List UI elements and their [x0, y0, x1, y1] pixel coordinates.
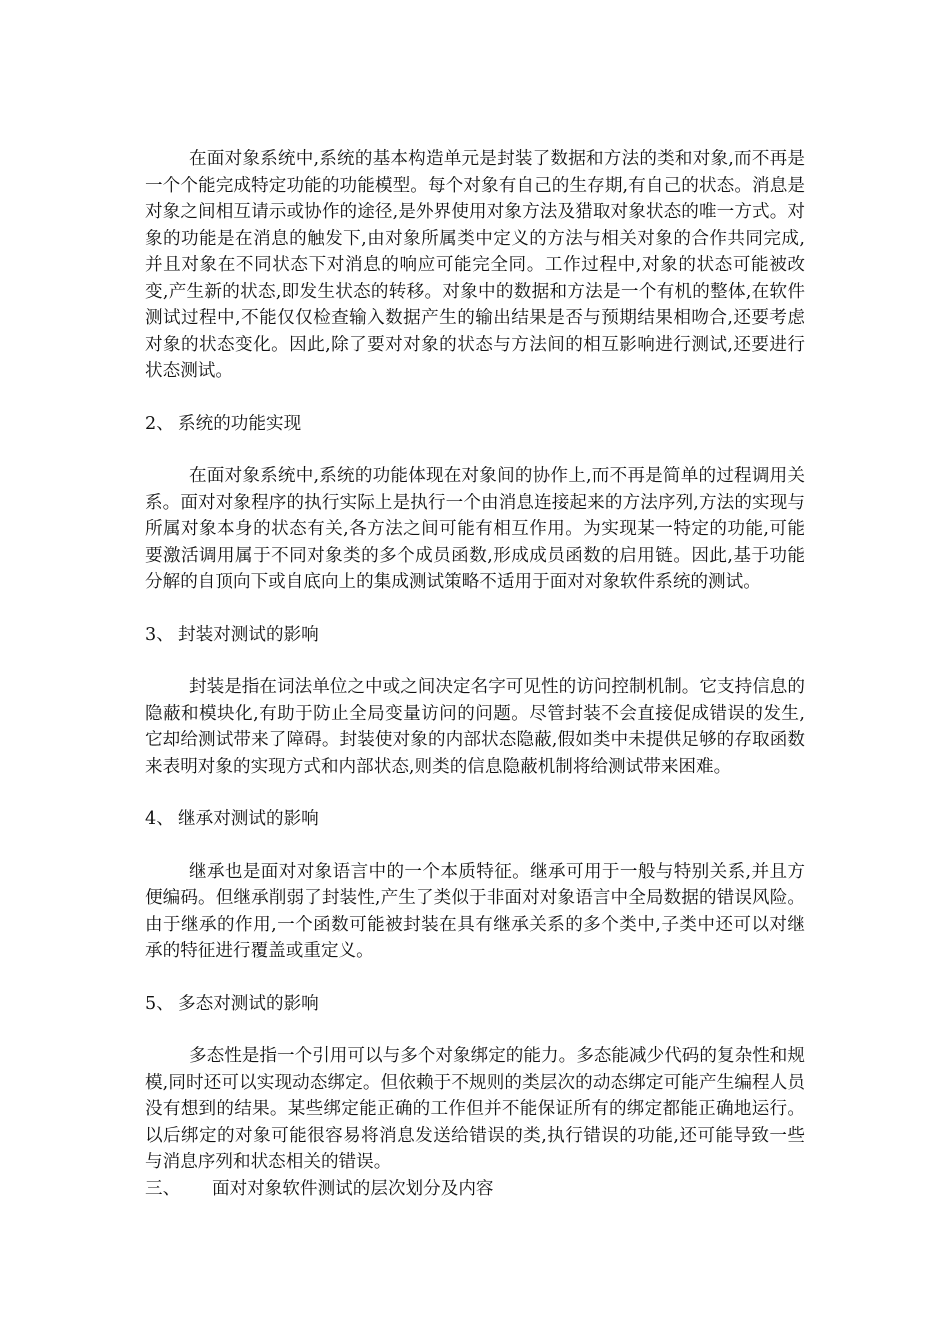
section-title: 多态对测试的影响 — [178, 993, 319, 1014]
section-title: 封装对测试的影响 — [178, 624, 319, 645]
paragraph-encapsulation: 封装是指在词法单位之中或之间决定名字可见性的访问控制机制。它支持信息的隐蔽和模块化,有助于防止全局变量访问的问题。尽管封装不会直接促成错误的发生,它却给测试带来了障碍。封装使对象的内部状态隐蔽,假如类中未提供足够的存取函数来表明对象的实现方式和内部状态,则类的信息隐蔽机制将给测试带来困难。 — [145, 677, 805, 777]
chapter-heading-test-levels — [145, 1176, 805, 1203]
chapter-title: 面对对象软件测试的层次划分及内容 — [212, 1178, 494, 1199]
paragraph-object-states: 在面对象系统中,系统的基本构造单元是封装了数据和方法的类和对象,而不再是一个个能完成特定功能的功能模型。每个对象有自己的生存期,有自己的状态。消息是对象之间相互请示或协作的途径,是外界使用对象方法及猎取对象状态的唯一方式。对象的功能是在消息的触发下,由对象所属类中定义的方法与相关对象的合作共同完成,并且对象在不同状态下对消息的响应可能完全同。工作过程中,对象的状态可能被改变,产生新的状态,即发生状态的转移。对象中的数据和方法是一个有机的整体,在软件测试过程中,不能仅仅检查输入数据产生的输出结果是否与预期结果相吻合,还要考虑对象的状态变化。因此,除了要对对象的状态与方法间的相互影响进行测试,还要进行状态测试。 — [145, 149, 805, 381]
section-heading-polymorphism — [145, 991, 805, 1018]
section-number: 4、 — [145, 809, 174, 829]
paragraph-inheritance: 继承也是面对对象语言中的一个本质特征。继承可用于一般与特别关系,并且方便编码。但继承削弱了封装性,产生了类似于非面对对象语言中全局数据的错误风险。由于继承的作用,一个函数可能被封装在具有继承关系的多个类中,子类中还可以对继承的特征进行覆盖或重定义。 — [145, 861, 805, 961]
chapter-number: 三、 — [145, 1178, 181, 1199]
section-heading-encapsulation — [145, 622, 805, 649]
document-page — [145, 146, 805, 1202]
paragraph-polymorphism: 多态性是指一个引用可以与多个对象绑定的能力。多态能减少代码的复杂性和规模,同时还可以实现动态绑定。但依赖于不规则的类层次的动态绑定可能产生编程人员没有想到的结果。某些绑定能正确的工作但并不能保证所有的绑定都能正确地运行。以后绑定的对象可能很容易将消息发送给错误的类,执行错误的功能,还可能导致一些与消息序列和状态相关的错误。 — [145, 1046, 805, 1172]
section-heading-inheritance — [145, 806, 805, 833]
section-title: 系统的功能实现 — [178, 413, 302, 434]
section-title: 继承对测试的影响 — [178, 809, 319, 829]
section-number: 3、 — [145, 624, 174, 645]
section-heading-function-implementation — [145, 411, 805, 438]
section-number: 2、 — [145, 413, 174, 434]
section-number: 5、 — [145, 993, 174, 1014]
paragraph-function-implementation: 在面对象系统中,系统的功能体现在对象间的协作上,而不再是简单的过程调用关系。面对对象程序的执行实际上是执行一个由消息连接起来的方法序列,方法的实现与所属对象本身的状态有关,各方法之间可能有相互作用。为实现某一特定的功能,可能要激活调用属于不同对象类的多个成员函数,形成成员函数的启用链。因此,基于功能分解的自顶向下或自底向上的集成测试策略不适用于面对对象软件系统的测试。 — [145, 466, 805, 592]
